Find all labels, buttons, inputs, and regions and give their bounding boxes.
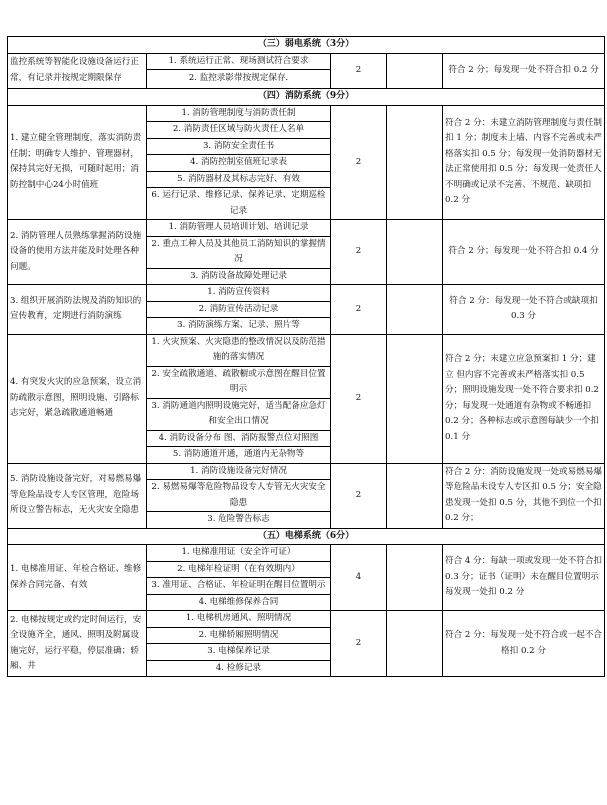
check-item: 2. 电梯年检证明（在有效期内） <box>147 561 331 578</box>
section-title: （五）电梯系统（6分） <box>8 528 605 545</box>
standard-cell: 符合 2 分：每发现一处不符合或一起不合格扣 0.2 分 <box>443 611 605 677</box>
score-cell: 2 <box>331 611 387 677</box>
check-item: 4. 电梯维修保养合同 <box>147 594 331 611</box>
table-row <box>8 220 605 237</box>
blank-cell <box>387 545 443 611</box>
check-item: 2. 监控录影带按规定保存. <box>147 70 331 89</box>
table-row <box>8 463 605 480</box>
check-item: 2. 易燃易爆等危险物品设专人专管无火灾安全隐患 <box>147 480 331 512</box>
blank-cell <box>387 105 443 220</box>
blank-cell <box>387 463 443 528</box>
score-cell: 2 <box>331 53 387 89</box>
check-item: 2. 重点工种人员及其他员工消防知识的掌握情况 <box>147 236 331 268</box>
table-row <box>8 105 605 122</box>
check-item: 4. 消防控制室值班记录表 <box>147 155 331 172</box>
check-item: 1. 消防设施设备完好情况 <box>147 463 331 480</box>
standard-cell: 符合 2 分；未建立应急预案扣 1 分；建立 但内容不完善或未严格落实扣 0.5 分；照明设施发现一处不符合要求扣 0.2 分；每发现一处通道有杂物或不畅通扣 0.2 分；各种标志或示意图每缺少一个扣 0.1 分 <box>443 334 605 463</box>
check-item: 1. 消防宣传资料 <box>147 285 331 302</box>
check-item: 4. 检修记录 <box>147 660 331 677</box>
check-item: 1. 消防管理制度与消防责任制 <box>147 105 331 122</box>
standard-cell: 符合 2 分；每发现一处不符合扣 0.2 分 <box>443 53 605 89</box>
check-item: 2. 消防宣传活动记录 <box>147 301 331 318</box>
check-item: 1. 电梯机房通风、照明情况 <box>147 611 331 628</box>
blank-cell <box>387 220 443 285</box>
check-item: 5. 消防器材及其标志完好、有效 <box>147 171 331 188</box>
blank-cell <box>387 334 443 463</box>
check-item: 3. 危险警告标志 <box>147 512 331 529</box>
section-title: （三）弱电系统（3分） <box>8 37 605 54</box>
standard-cell: 符合 4 分：每缺一项或发现一处不符合扣 0.3 分；证书（证明）未在醒目位置明示每发现一处扣 0.2 分 <box>443 545 605 611</box>
check-item: 3. 准用证、合格证、年检证明在醒目位置明示 <box>147 578 331 595</box>
standards-table-page <box>7 36 604 677</box>
check-item: 6. 运行记录、维修记录、保养记录、定期巡检记录 <box>147 188 331 220</box>
blank-cell <box>387 53 443 89</box>
check-item: 2. 消防责任区域与防火责任人名单 <box>147 122 331 139</box>
section-header-row <box>8 89 605 106</box>
section-header-row <box>8 528 605 545</box>
requirement-cell: 2. 电梯按规定或约定时间运行，安全设施齐全，通风、照明及附属设施完好，运行平稳，停层准确；轿厢、井 <box>8 611 147 677</box>
table-row <box>8 334 605 366</box>
check-item: 5. 消防通道开通，通道内无杂物等 <box>147 447 331 464</box>
check-item: 1. 火灾预案、火灾隐患的整改情况以及防范措施的落实情况 <box>147 334 331 366</box>
standards-table <box>7 36 605 677</box>
score-cell: 4 <box>331 545 387 611</box>
requirement-cell: 1. 建立健全管理制度，落实消防责任制；明确专人维护、管理器材，保持其完好无损，可随时起用；消防控制中心24小时值班 <box>8 105 147 220</box>
check-item: 1. 电梯准用证（安全许可证） <box>147 545 331 562</box>
standard-cell: 符合 2 分：消防设施发现一处或易燃易爆等危险品未设专人专区扣 0.5 分；安全隐患发现一处扣 0.5 分，其他不到位一个扣 0.2 分； <box>443 463 605 528</box>
score-cell: 2 <box>331 463 387 528</box>
check-item: 3. 消防安全责任书 <box>147 138 331 155</box>
check-item: 2. 安全疏散通道、疏散橱或示意图在醒目位置明示 <box>147 366 331 398</box>
requirement-cell: 4. 有突发火灾的应急预案，设立消防疏散示意图，照明设施、引路标志完好，紧急疏散通道畅通 <box>8 334 147 463</box>
table-row <box>8 611 605 628</box>
standard-cell: 符合 2 分：每发现一处不符合或缺项扣 0.3 分 <box>443 285 605 335</box>
check-item: 3. 消防设备故障处理记录 <box>147 268 331 285</box>
check-item: 3. 电梯保养记录 <box>147 644 331 661</box>
score-cell: 2 <box>331 334 387 463</box>
table-row <box>8 545 605 562</box>
check-item: 1. 系统运行正常、现场测试符合要求 <box>147 53 331 70</box>
check-item: 3. 消防演练方案、记录、照片等 <box>147 318 331 335</box>
standard-cell: 符合 2 分：未建立消防管理制度与责任制扣 1 分；制度未上墙、内容不完善或未严格落实扣 0.5 分；每发现一处消防器材无法正常使用扣 0.5 分；每发现一处责任人不明确或记录不完善、不规范、缺项扣 0.2 分 <box>443 105 605 220</box>
check-item: 3. 消防通道内照明设施完好，适当配备应急灯和安全出口情况 <box>147 398 331 430</box>
requirement-cell: 监控系统等智能化设施设备运行正常，有记录并按规定期限保存 <box>8 53 147 89</box>
table-row <box>8 53 605 70</box>
requirement-cell: 5. 消防设施设备完好，对易燃易爆等危险品设专人专区管理，危险场所设立警告标志，无火灾安全隐患 <box>8 463 147 528</box>
score-cell: 2 <box>331 105 387 220</box>
requirement-cell: 1. 电梯准用证、年检合格证、维修保养合同完备、有效 <box>8 545 147 611</box>
table-row <box>8 285 605 302</box>
blank-cell <box>387 285 443 335</box>
requirement-cell: 2. 消防管理人员熟练掌握消防设施设备的使用方法并能及时处理各种问题。 <box>8 220 147 285</box>
section-title: （四）消防系统（9分） <box>8 89 605 106</box>
check-item: 4. 消防设备分布 图、消防报警点位对照图 <box>147 430 331 447</box>
check-item: 2. 电梯轿厢照明情况 <box>147 627 331 644</box>
requirement-cell: 3. 组织开展消防法规及消防知识的宣传教育，定期进行消防演练 <box>8 285 147 335</box>
blank-cell <box>387 611 443 677</box>
section-header-row <box>8 37 605 54</box>
score-cell: 2 <box>331 220 387 285</box>
standard-cell: 符合 2 分；每发现一处不符合扣 0.4 分 <box>443 220 605 285</box>
score-cell: 2 <box>331 285 387 335</box>
check-item: 1. 消防管理人员培训计划、培训记录 <box>147 220 331 237</box>
